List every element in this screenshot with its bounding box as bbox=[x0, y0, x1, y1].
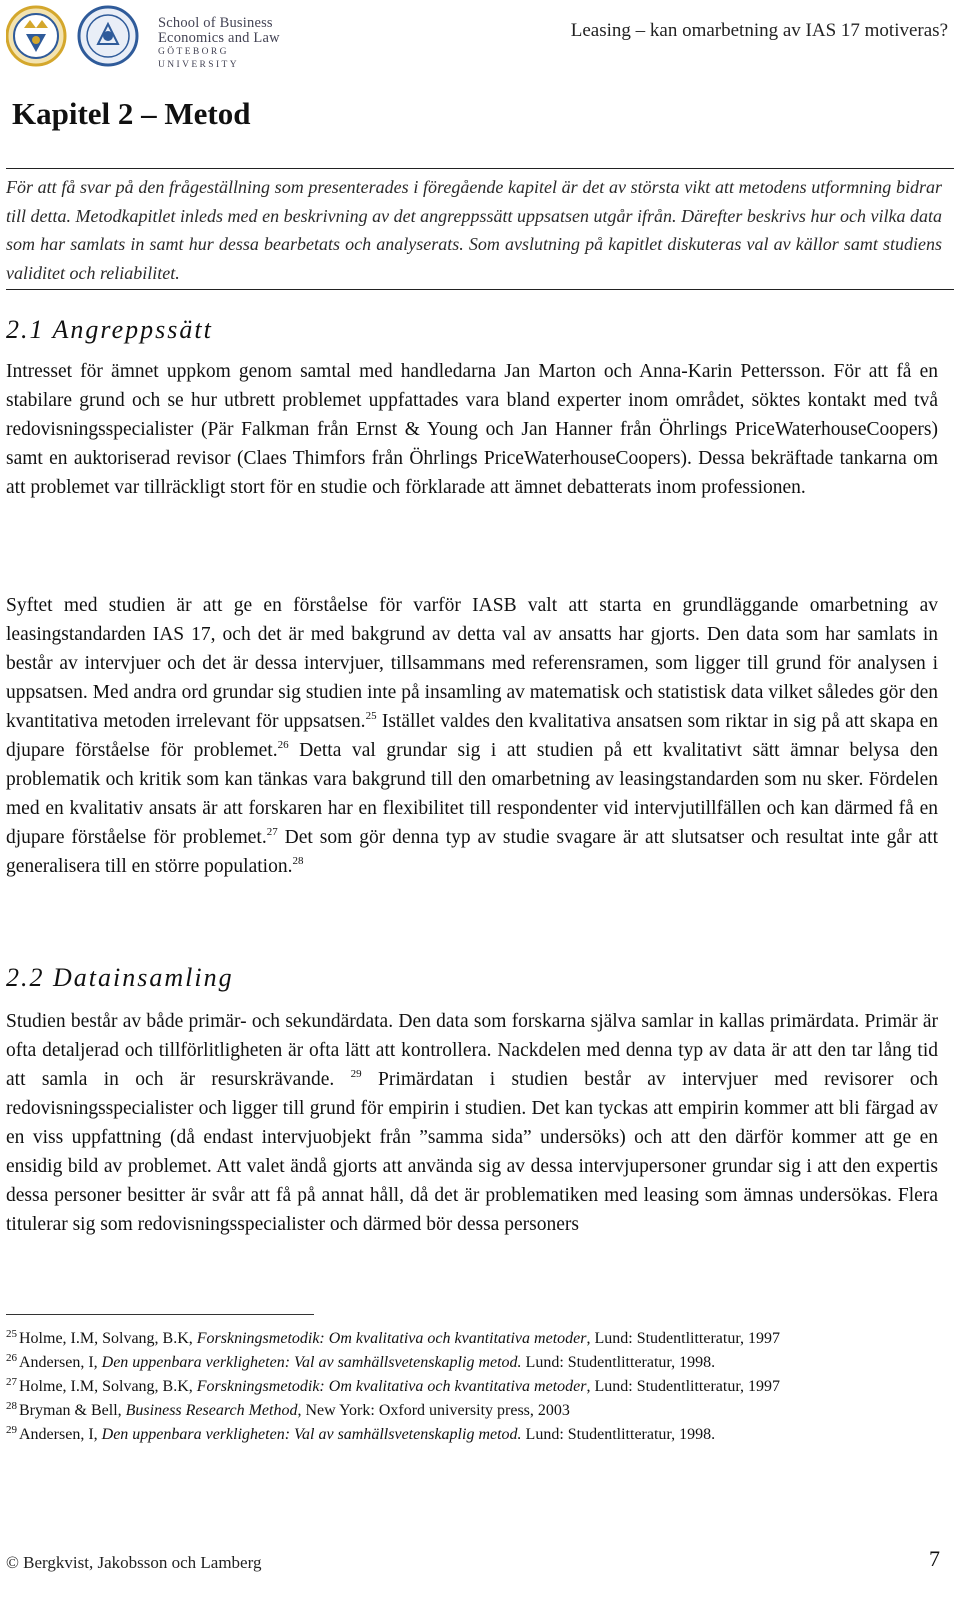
seal-icon bbox=[79, 7, 137, 65]
text-run: Syftet med studien är att ge en förståelse för varför IASB valt att starta en grundläggande omarbetning av leasingstandarden IAS 17, och det är med bakgrund av detta val av ansatts har gjorts. Den data som har samlats in består av intervjuer och det är dessa intervjuer, tillsammans med referensramen, som ligger till grund för analysen i uppsatsen. Med andra ord grundar sig studien inte på insamling av matematisk och statistisk data vilket således gör den kvantitativa metoden irrelevant för uppsatsen. bbox=[6, 595, 938, 732]
footnote-text: Holme, I.M, Solvang, B.K, bbox=[19, 1330, 197, 1347]
footnote-text: , Lund: Studentlitteratur, 1997 bbox=[586, 1378, 781, 1395]
footnote-separator bbox=[6, 1314, 314, 1315]
page-number: 7 bbox=[929, 1546, 940, 1571]
text-run: Det som gör denna typ av studie svagare är att slutsatser och resultat inte går att generalisera till en större population. bbox=[6, 827, 938, 877]
footnote-number: 29 bbox=[6, 1423, 17, 1436]
section-heading-2-1: 2.1 Angreppssätt bbox=[6, 315, 213, 344]
section-heading-2-2: 2.2 Datainsamling bbox=[6, 963, 234, 992]
footnotes-list bbox=[6, 1327, 938, 1447]
footnote-text: Holme, I.M, Solvang, B.K, bbox=[19, 1378, 197, 1395]
footnote-ref: 27 bbox=[266, 825, 278, 838]
chapter-intro: För att få svar på den frågeställning som presenterades i föregående kapitel är det av största vikt att metodens utformning bidrar till detta. Metodkapitlet inleds med en beskrivning av det angreppssätt uppsatsen utgår ifrån. Därefter beskrivs hur och vilka data som har samlats in samt hur dessa bearbetats och analyserats. Som avslutning på kapitlet diskuteras val av källor samt studiens validitet och reliabilitet. bbox=[6, 177, 942, 283]
footnote-number: 25 bbox=[6, 1327, 17, 1340]
footnote-title: Forskningsmetodik: Om kvalitativa och kvantitativa metoder bbox=[196, 1378, 587, 1395]
footnote-title: Forskningsmetodik: Om kvalitativa och kvantitativa metoder bbox=[196, 1330, 587, 1347]
text-run: Istället valdes den kvalitativa ansatsen som riktar in sig på att skapa en djupare förståelse för problemet. bbox=[6, 711, 938, 761]
footnote-ref: 25 bbox=[365, 709, 377, 722]
university-crest-icon bbox=[6, 4, 156, 68]
footnote bbox=[6, 1399, 938, 1423]
text-run: Primärdatan i studien består av intervjuer med revisorer och redovisningsspecialister och ligger till grund för empirin i studien. Det kan tyckas att empirin kommer att bli färgad av en viss uppfattning (då endast intervjuobjekt från ”samma sida” undersöks) och att den därför kommer att ge en ensidig bild av problemet. Att valet ändå gjorts att använda sig av dessa intervjupersoner grundar sig i att den expertis dessa personer besitter är svår att få på annat håll, då det är problematiken med leasing som ämnas undersökas. Flera titulerar sig som redovisningsspecialister och därmed bör dessa personers bbox=[6, 1069, 938, 1235]
footnote-ref: 29 bbox=[350, 1067, 362, 1080]
footnote bbox=[6, 1351, 938, 1375]
footnote-text: Lund: Studentlitteratur, 1998. bbox=[521, 1354, 716, 1371]
footnote bbox=[6, 1327, 938, 1351]
text-run: Studien består av både primär- och sekundärdata. Den data som forskarna själva samlar in kallas primärdata. Primär är ofta detaljerad och tillförlitligheten är ofta lätt att kontrollera. Nackdelen med denna typ av data är att den tar lång tid att samla in och är resurskrävande. bbox=[6, 1011, 938, 1090]
footnote-number: 28 bbox=[6, 1399, 17, 1412]
footnote-text: Lund: Studentlitteratur, 1998. bbox=[521, 1426, 716, 1443]
intro-top-rule bbox=[6, 168, 954, 169]
footnote bbox=[6, 1375, 938, 1399]
paragraph-2-1-2 bbox=[6, 591, 938, 881]
crown-crest-icon bbox=[7, 7, 65, 65]
school-name-line2: Economics and Law bbox=[158, 30, 280, 46]
footnote bbox=[6, 1423, 938, 1447]
school-name bbox=[158, 16, 302, 72]
footnote-title: Den uppenbara verkligheten: Val av samhällsvetenskaplig metod. bbox=[101, 1426, 522, 1443]
footnote-ref: 28 bbox=[292, 854, 304, 867]
footnote-title: Business Research Method bbox=[125, 1402, 298, 1419]
paragraph-2-1-1: Intresset för ämnet uppkom genom samtal med handledarna Jan Marton och Anna-Karin Pettersson. För att få en stabilare grund och se hur utbrett problemet uppfattades vara bland experter inom området, söktes kontakt med två redovisningsspecialister (Pär Falkman från Ernst & Young och Jan Hanner från Öhrlings PriceWaterhouseCoopers) samt en auktoriserad revisor (Claes Thimfors från Öhrlings PriceWaterhouseCoopers). Dessa bekräftade tankarna om att problemet var tillräckligt stort för en studie och förklarade att ämnet debatterats inom professionen. bbox=[6, 361, 938, 498]
footnote-number: 27 bbox=[6, 1375, 17, 1388]
footnote-title: Den uppenbara verkligheten: Val av samhällsvetenskaplig metod. bbox=[101, 1354, 522, 1371]
footnote-text: , New York: Oxford university press, 2003 bbox=[297, 1402, 570, 1419]
school-name-line1: School of Business bbox=[158, 15, 273, 31]
footer-authors: © Bergkvist, Jakobsson och Lamberg bbox=[6, 1553, 262, 1572]
footnote-text: Bryman & Bell, bbox=[19, 1402, 126, 1419]
footnote-text: , Lund: Studentlitteratur, 1997 bbox=[586, 1330, 781, 1347]
footnote-ref: 26 bbox=[277, 738, 289, 751]
chapter-title: Kapitel 2 – Metod bbox=[12, 96, 251, 131]
header-logos bbox=[6, 4, 302, 68]
paragraph-2-2-1 bbox=[6, 1007, 938, 1239]
footnote-text: Andersen, I, bbox=[19, 1354, 102, 1371]
text-run: Detta val grundar sig i att studien på ett kvalitativt sätt ämnar belysa den problematik och kritik som kan tänkas vara bakgrund till den omarbetning av leasingstandarden som nu sker. Fördelen med en kvalitativ ansats är att forskaren har en flexibilitet till respondenter vid intervjutillfällen och kan därmed få en djupare förståelse för problemet. bbox=[6, 740, 939, 848]
running-title: Leasing – kan omarbetning av IAS 17 motiveras? bbox=[570, 20, 948, 41]
footnote-text: Andersen, I, bbox=[19, 1426, 102, 1443]
intro-bottom-rule bbox=[6, 289, 954, 290]
school-name-line3: GÖTEBORG UNIVERSITY bbox=[158, 47, 239, 70]
footnote-number: 26 bbox=[6, 1351, 17, 1364]
